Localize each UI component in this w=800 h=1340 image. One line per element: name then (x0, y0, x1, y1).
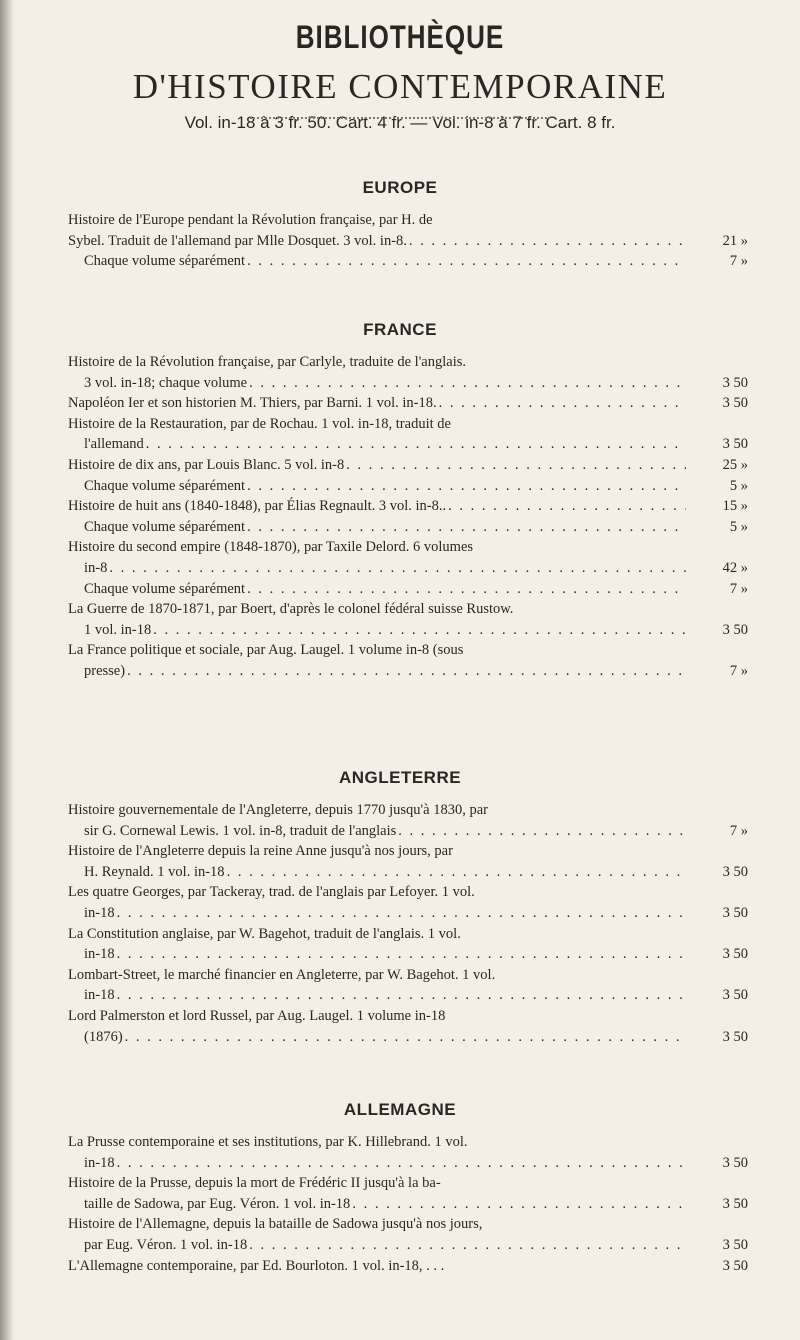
entry-price: 3 50 (722, 1154, 748, 1171)
entry-text: La France politique et sociale, par Aug. Laugel. 1 volume in-8 (sous (68, 642, 464, 659)
entry-price: 3 50 (722, 436, 748, 453)
entry-text: in-18 (84, 904, 115, 921)
page-header (0, 18, 800, 133)
section-france (68, 352, 748, 682)
entry-price: 3 50 (722, 1028, 748, 1045)
entry-text: L'Allemagne contemporaine, par Ed. Bourloton. 1 vol. in-18, . . . (68, 1257, 445, 1274)
entry-price: 7 » (729, 822, 748, 839)
entry-price: 21 » (722, 232, 748, 249)
entry-text: Lord Palmerston et lord Russel, par Aug. Laugel. 1 volume in-18 (68, 1007, 446, 1024)
entry-text: Histoire de la Restauration, par de Rochau. 1 vol. in-18, traduit de (68, 415, 451, 432)
header-divider (250, 117, 550, 121)
catalog-entry (68, 924, 748, 965)
entry-text: Histoire de la Prusse, depuis la mort de Frédéric II jusqu'à la ba- (68, 1175, 441, 1192)
entry-text: Sybel. Traduit de l'allemand par Mlle Dosquet. 3 vol. in-8. (68, 232, 407, 249)
entry-price: 3 50 (722, 1236, 748, 1253)
entry-price: 7 » (729, 662, 748, 679)
catalog-entry (68, 882, 748, 923)
entry-price: 3 50 (722, 621, 748, 638)
entry-price: 3 50 (722, 1257, 748, 1274)
entry-text: in-18 (84, 1154, 115, 1171)
entry-price: 7 » (729, 580, 748, 597)
catalog-entry (68, 210, 748, 272)
entry-text: La Guerre de 1870-1871, par Boert, d'après le colonel fédéral suisse Rustow. (68, 601, 514, 618)
catalog-entry (68, 537, 748, 599)
catalog-entry (68, 1214, 748, 1255)
catalog-entry (68, 1173, 748, 1214)
entry-text: l'allemand (84, 436, 144, 453)
entry-text: Histoire de huit ans (1840-1848), par Élias Regnault. 3 vol. in-8.. (68, 498, 447, 515)
entry-text: 1 vol. in-18 (84, 621, 152, 638)
entry-text: par Eug. Véron. 1 vol. in-18 (84, 1236, 248, 1253)
catalog-entry (68, 455, 748, 496)
entry-text: Chaque volume séparément (84, 518, 246, 535)
entry-text: sir G. Cornewal Lewis. 1 vol. in-8, traduit de l'anglais (84, 822, 397, 839)
entry-text: Chaque volume séparément (84, 580, 246, 597)
entry-text: Lombart-Street, le marché financier en Angleterre, par W. Bagehot. 1 vol. (68, 966, 496, 983)
entry-text: Histoire de l'Europe pendant la Révolution française, par H. de (68, 212, 433, 228)
catalog-entry (68, 1256, 748, 1277)
entry-price: 3 50 (722, 374, 748, 391)
entry-text: Chaque volume séparément (84, 477, 246, 494)
entry-price: 7 » (729, 253, 748, 270)
entry-price: 3 50 (722, 987, 748, 1004)
catalog-entry (68, 800, 748, 841)
catalog-entry (68, 965, 748, 1006)
entry-text: Histoire du second empire (1848-1870), par Taxile Delord. 6 volumes (68, 539, 474, 556)
catalog-entry (68, 393, 748, 414)
entry-price: 3 50 (722, 1195, 748, 1212)
entry-price: 42 » (722, 559, 748, 576)
entry-text: in-8 (84, 559, 108, 576)
catalog-entry (68, 1132, 748, 1173)
section-allemagne (68, 1132, 748, 1276)
entry-price: 5 » (729, 518, 748, 535)
entry-price: 3 50 (722, 946, 748, 963)
section-heading-angleterre: ANGLETERRE (338, 768, 462, 787)
entry-price: 25 » (722, 456, 748, 473)
section-heading-europe: EUROPE (362, 178, 438, 197)
section-heading-france: FRANCE (363, 320, 437, 339)
entry-text: Histoire de dix ans, par Louis Blanc. 5 vol. in-8 (68, 456, 345, 473)
entry-price: 3 50 (722, 863, 748, 880)
entry-text: Histoire de la Révolution française, par Carlyle, traduite de l'anglais. (68, 354, 467, 370)
entry-text: La Prusse contemporaine et ses institutions, par K. Hillebrand. 1 vol. (68, 1134, 468, 1150)
entry-price: 3 50 (722, 395, 748, 412)
entry-text: Histoire gouvernementale de l'Angleterre, depuis 1770 jusqu'à 1830, par (68, 802, 488, 818)
catalog-entry (68, 640, 748, 681)
section-heading-allemagne: ALLEMAGNE (343, 1100, 457, 1119)
entry-price: 3 50 (722, 904, 748, 921)
catalog-entry (68, 352, 748, 393)
entry-price: 15 » (722, 498, 748, 515)
catalog-entry (68, 496, 748, 537)
entry-text: in-18 (84, 946, 115, 963)
entry-text: taille de Sadowa, par Eug. Véron. 1 vol. in-18 (84, 1195, 351, 1212)
catalog-entry (68, 1006, 748, 1047)
page-edge-shadow (0, 0, 14, 1340)
entry-price: 5 » (729, 477, 748, 494)
entry-text: Les quatre Georges, par Tackeray, trad. de l'anglais par Lefoyer. 1 vol. (68, 884, 475, 901)
catalog-entry (68, 599, 748, 640)
entry-text: H. Reynald. 1 vol. in-18 (84, 863, 225, 880)
catalog-entry (68, 841, 748, 882)
catalog-entry (68, 414, 748, 455)
section-angleterre (68, 800, 748, 1047)
entry-text: (1876) (84, 1028, 123, 1045)
entry-text: presse) (84, 662, 126, 679)
entry-text: in-18 (84, 987, 115, 1004)
entry-text: 3 vol. in-18; chaque volume (84, 374, 248, 391)
entry-text: Napoléon Ier et son historien M. Thiers, par Barni. 1 vol. in-18. (68, 395, 437, 412)
collection-title: D'HISTOIRE CONTEMPORAINE (132, 67, 668, 106)
price-line: Vol. in-18 à 3 fr. 50. Cart. 4 fr. — Vol. in-8 à 7 fr. Cart. 8 fr. (184, 113, 616, 132)
section-europe (68, 210, 748, 272)
library-title: BIBLIOTHÈQUE (295, 18, 505, 56)
entry-text: La Constitution anglaise, par W. Bagehot, traduit de l'anglais. 1 vol. (68, 925, 461, 942)
entry-text: Histoire de l'Allemagne, depuis la bataille de Sadowa jusqu'à nos jours, (68, 1216, 483, 1233)
entry-text: Chaque volume séparément (84, 253, 246, 270)
entry-text: Histoire de l'Angleterre depuis la reine Anne jusqu'à nos jours, par (68, 843, 453, 860)
